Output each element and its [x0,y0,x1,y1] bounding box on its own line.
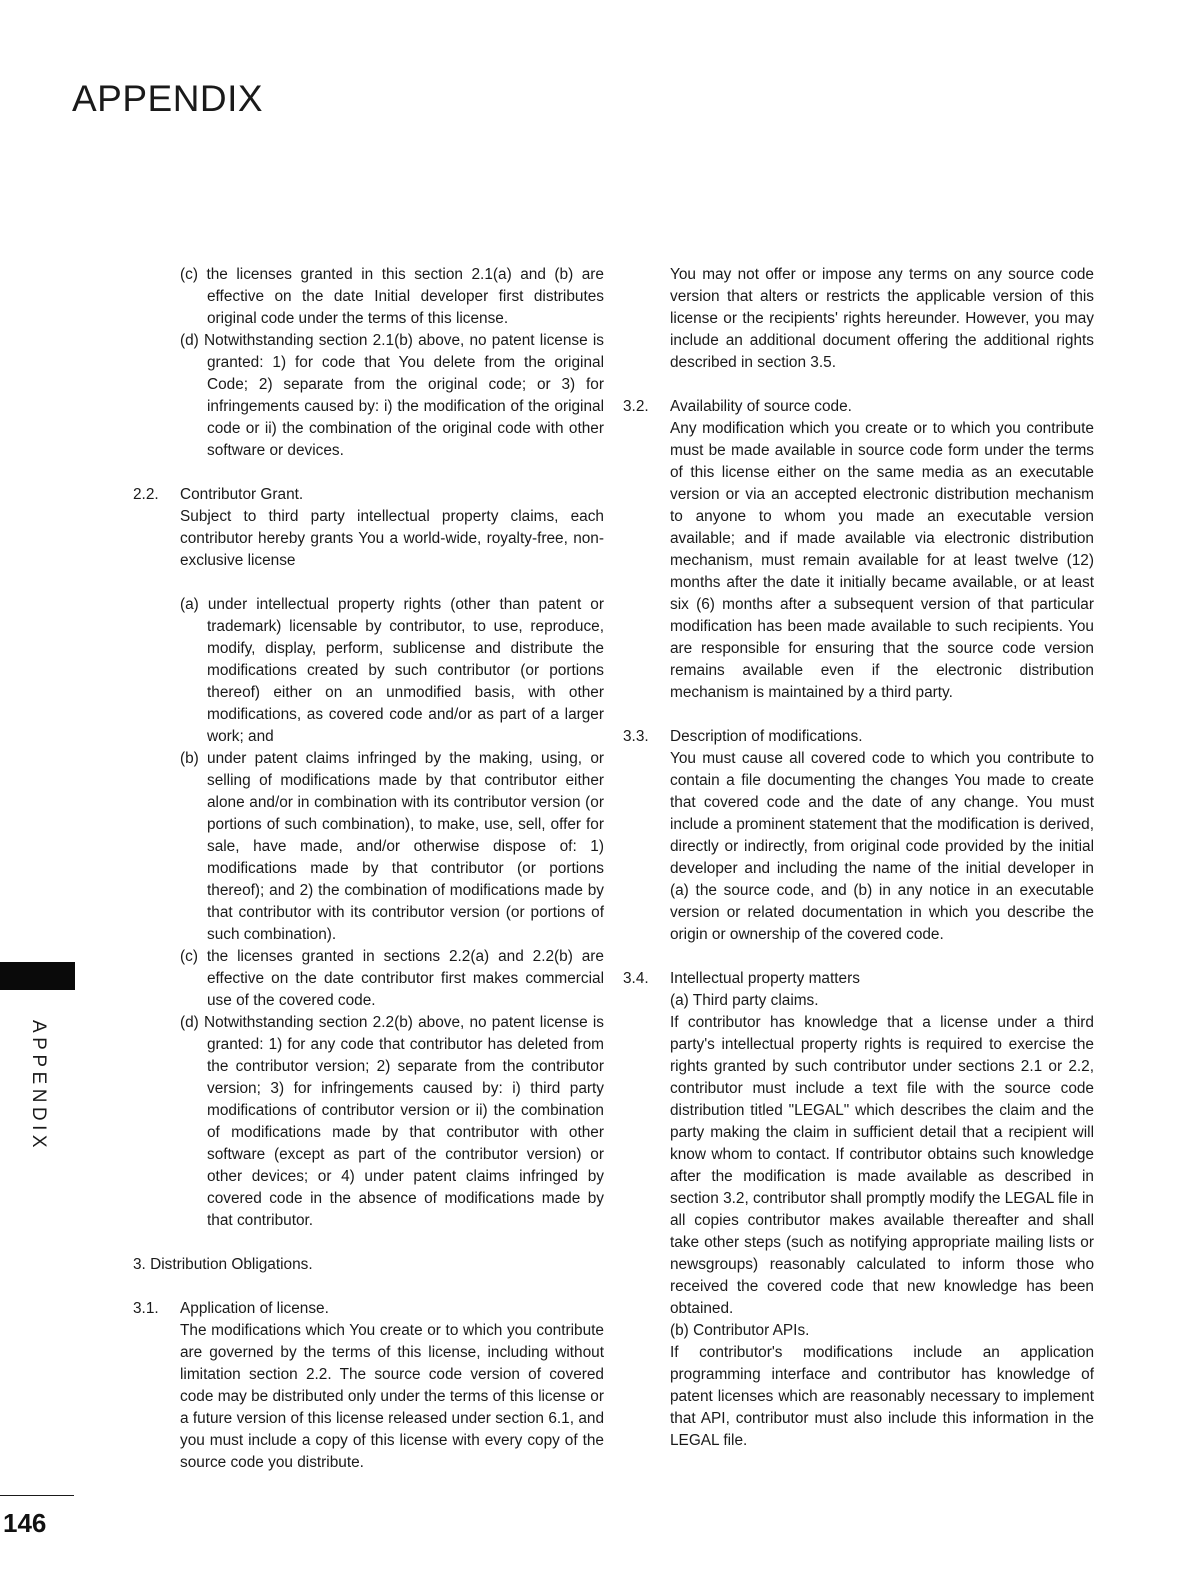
section-3-heading: 3. Distribution Obligations. [133,1256,313,1273]
subsection-heading: (a) Third party claims. [670,992,819,1009]
page-title: APPENDIX [72,78,264,119]
clause-2-1-c: (c) the licenses granted in this section 2.1(a) and (b) are effective on the date Initial developer first distributes original code under the terms of this license. [180,266,604,327]
right-column [623,264,1094,1452]
section-body: The modifications which You create or to which you contribute are governed by the terms of this license, including without limitation section 2.2. The source code version of covered code may be distributed only under the terms of this license or a future version of this license released under section 6.1, and you must include a copy of this license with every copy of the source code you distribute. [180,1322,604,1471]
footer-rule [0,1495,74,1496]
section-3-4 [623,968,1094,1452]
section-3-2 [623,396,1094,704]
subsection-body: If contributor has knowledge that a license under a third party's intellectual property rights is required to exercise the rights granted by such contributor under sections 2.1 or 2.2, contributor must include a text file with the source code distribution titled "LEGAL" which describes the claim and the party making the claim in sufficient detail that a recipient will know whom to contact. If contributor obtains such knowledge after the modification is made available as described in section 3.2, contributor shall promptly modify the LEGAL file in all copies contributor makes available thereafter and shall take other steps (such as notifying appropriate mailing lists or newsgroups) reasonably calculated to inform those who received the covered code that new knowledge has been obtained. [670,1014,1094,1317]
section-number: 3.3. [623,728,649,745]
section-tab-marker [0,962,75,990]
section-number: 2.2. [133,486,159,503]
left-column [133,264,604,1474]
side-section-label: APPENDIX [28,1020,49,1153]
section-2-2 [133,484,604,572]
section-3-3 [623,726,1094,946]
section-3-1 [133,1298,604,1474]
clause-2-2-d: (d) Notwithstanding section 2.2(b) above, no patent license is granted: 1) for any code that contributor has deleted from the contributor version; 2) separate from the contributor version; 3) for infringements caused by: i) third party modifications of contributor version or ii) the combination of modifications made by that contributor with other software (except as part of the contributor version) or other devices; or 4) under patent claims infringed by covered code in the absence of modifications made by that contributor. [180,1014,604,1229]
section-number: 3.1. [133,1300,159,1317]
section-3-1-continued: You may not offer or impose any terms on any source code version that alters or restricts the applicable version of this license or the recipients' rights hereunder. However, you may include an additional document offering the additional rights described in section 3.5. [670,266,1094,371]
subsection-body: If contributor's modifications include an application programming interface and contributor has knowledge of patent licenses which are reasonably necessary to implement that API, contributor must also include this information in the LEGAL file. [670,1344,1094,1449]
section-heading: Availability of source code. [670,398,852,415]
section-body: You must cause all covered code to which you contribute to contain a file documenting the changes You made to create that covered code and the date of any change. You must include a prominent statement that the modification is derived, directly or indirectly, from original code provided by the initial developer and including the name of the initial developer in (a) the source code, and (b) in any notice in an executable version or related documentation in which you describe the origin or ownership of the covered code. [670,750,1094,943]
section-number: 3.2. [623,398,649,415]
clause-2-2-c: (c) the licenses granted in sections 2.2(a) and 2.2(b) are effective on the date contributor first makes commercial use of the covered code. [180,948,604,1009]
section-body: Any modification which you create or to which you contribute must be made available in source code form under the terms of this license either on the same media as an executable version or via an accepted electronic distribution mechanism to anyone to whom you made an executable version available; and if made available via electronic distribution mechanism, must remain available for at least twelve (12) months after the date it initially became available, or at least six (6) months after a subsequent version of that particular modification has been made available to such recipients. You are responsible for ensuring that the source code version remains available even if the electronic distribution mechanism is maintained by a third party. [670,420,1094,701]
section-body: Subject to third party intellectual property claims, each contributor hereby grants You a world-wide, royalty-free, non-exclusive license [180,508,604,569]
section-heading: Contributor Grant. [180,486,304,503]
clause-2-2-b: (b) under patent claims infringed by the making, using, or selling of modifications made by that contributor either alone and/or in combination with its contributor version (or portions of such combination), to make, use, sell, offer for sale, have made, and/or otherwise dispose of: 1) modifications made by that contributor (or portions thereof); and 2) the combination of modifications made by that contributor with its contributor version (or portions of such combination). [180,750,604,943]
subsection-heading: (b) Contributor APIs. [670,1322,810,1339]
section-heading: Application of license. [180,1300,329,1317]
clause-2-1-d: (d) Notwithstanding section 2.1(b) above, no patent license is granted: 1) for code that You delete from the original Code; 2) separate from the original code; or 3) for infringements caused by: i) the modification of the original code or ii) the combination of the original code with other software or devices. [180,332,604,459]
section-number: 3.4. [623,970,649,987]
clause-2-2-a: (a) under intellectual property rights (other than patent or trademark) licensable by contributor, to use, reproduce, modify, display, perform, sublicense and distribute the modifications created by such contributor (or portions thereof) either on an unmodified basis, with other modifications, as covered code and/or as part of a larger work; and [180,596,604,745]
section-heading: Intellectual property matters [670,970,860,987]
page-number: 146 [3,1508,47,1538]
section-heading: Description of modifications. [670,728,863,745]
